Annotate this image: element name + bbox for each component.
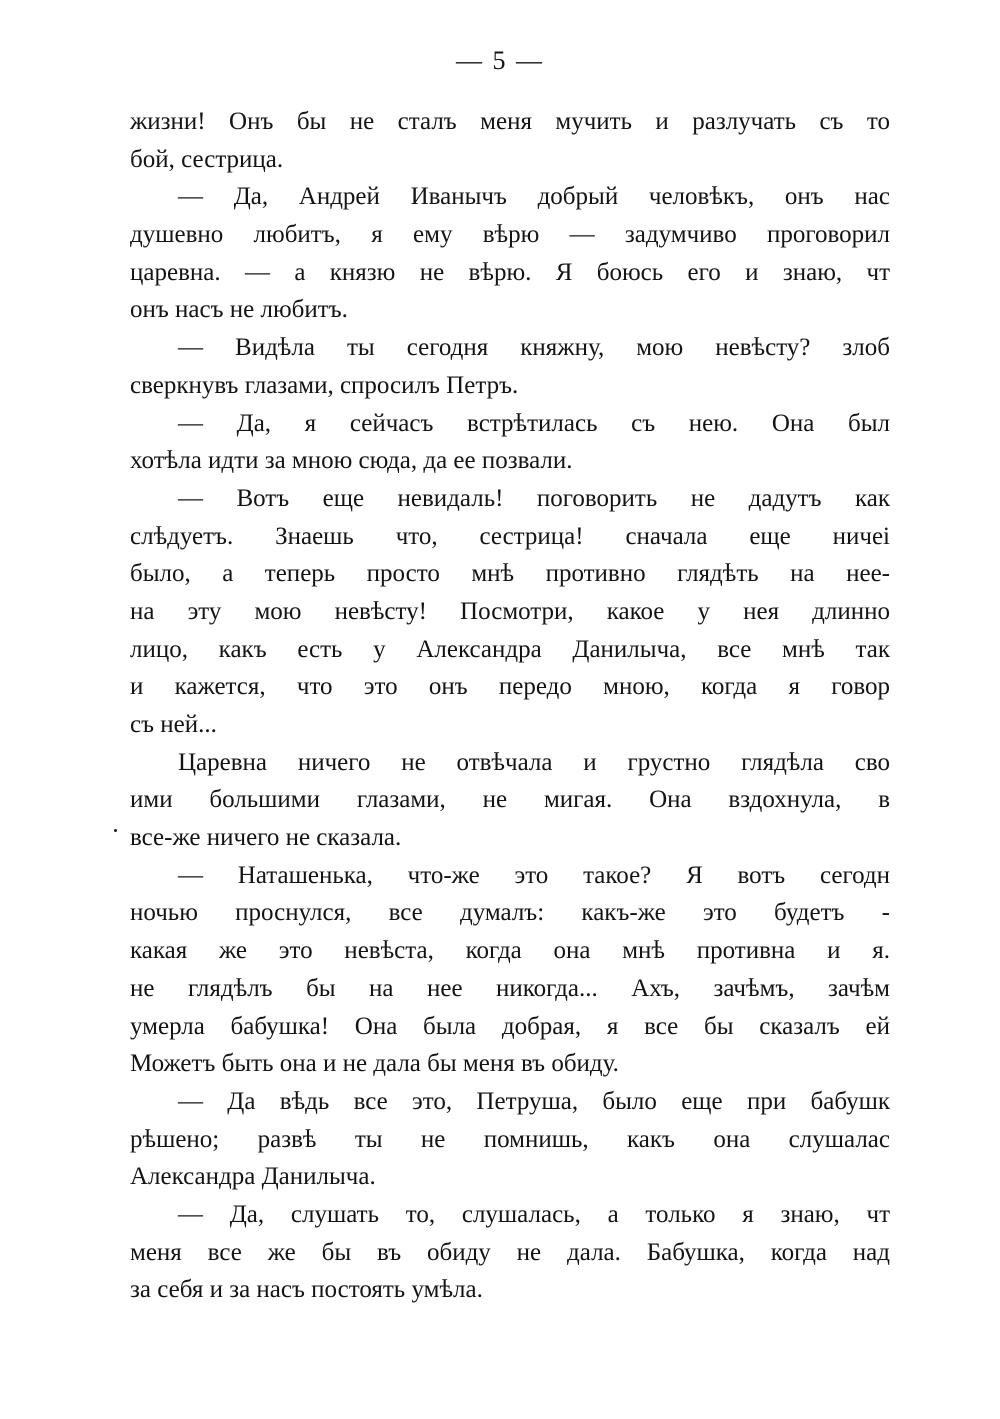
text-line: душевно любитъ, я ему вѣрю — задумчиво проговорил <box>130 221 890 249</box>
text-line: царевна. — а князю не вѣрю. Я боюсь его и знаю, чт <box>130 258 890 286</box>
text-line: хотѣла идти за мною сюда, да ее позвали. <box>130 447 573 475</box>
text-line: умерла бабушка! Она была добрая, я все бы сказалъ ей <box>130 1012 890 1040</box>
text-line: за себя и за насъ постоять умѣла. <box>130 1276 483 1304</box>
text-line: меня все же бы въ обиду не дала. Бабушка, когда над <box>130 1238 890 1266</box>
text-line: Александра Данилыча. <box>130 1163 376 1191</box>
page-number: — 5 — <box>456 46 544 75</box>
text-line: слѣдуетъ. Знаешь что, сестрица! сначала еще ничеі <box>130 522 890 550</box>
text-line: онъ насъ не любитъ. <box>130 296 348 324</box>
text-line: ими большими глазами, не мигая. Она вздохнула, в <box>130 786 890 814</box>
text-line: — Да вѣдь все это, Петруша, было еще при бабушк <box>178 1087 890 1115</box>
text-line: Можетъ быть она и не дала бы меня въ обиду. <box>130 1050 619 1078</box>
text-line: рѣшено; развѣ ты не помнишь, какъ она слушалас <box>130 1125 890 1153</box>
print-speck <box>114 829 117 832</box>
text-line: жизни! Онъ бы не сталъ меня мучить и разлучать съ то <box>130 108 890 135</box>
text-line: ночью проснулся, все думалъ: какъ-же это будетъ - <box>130 899 890 927</box>
text-line: было, а теперь просто мнѣ противно глядѣть на нее- <box>130 560 890 588</box>
text-line: съ ней... <box>130 711 217 738</box>
text-line: — Да, я сейчасъ встрѣтилась съ нею. Она был <box>178 409 890 437</box>
text-line: не глядѣлъ бы на нее никогда... Ахъ, зачѣмъ, зачѣм <box>130 974 890 1002</box>
text-line: — Да, Андрей Иванычъ добрый человѣкъ, онъ нас <box>178 183 890 211</box>
text-line: — Видѣла ты сегодня княжну, мою невѣсту? злоб <box>178 334 890 362</box>
text-line: — Да, слушать то, слушалась, а только я знаю, чт <box>178 1200 890 1228</box>
text-line: и кажется, что это онъ передо мною, когда я говор <box>130 673 890 701</box>
text-line: сверкнувъ глазами, спросилъ Петръ. <box>130 371 519 399</box>
text-line: лицо, какъ есть у Александра Данилыча, все мнѣ так <box>130 635 890 663</box>
text-line: Царевна ничего не отвѣчала и грустно глядѣла сво <box>178 748 890 776</box>
text-line: — Наташенька, что-же это такое? Я вотъ сегодн <box>178 861 890 889</box>
text-line: — Вотъ еще невидаль! поговорить не дадутъ как <box>178 484 890 512</box>
text-line: бой, сестрица. <box>130 145 284 173</box>
page-body-text <box>130 103 900 1309</box>
text-line: все-же ничего не сказала. <box>130 824 402 852</box>
text-line: какая же это невѣста, когда она мнѣ противна и я. <box>130 937 890 965</box>
text-line: на эту мою невѣсту! Посмотри, какое у нея длинно <box>130 597 890 625</box>
